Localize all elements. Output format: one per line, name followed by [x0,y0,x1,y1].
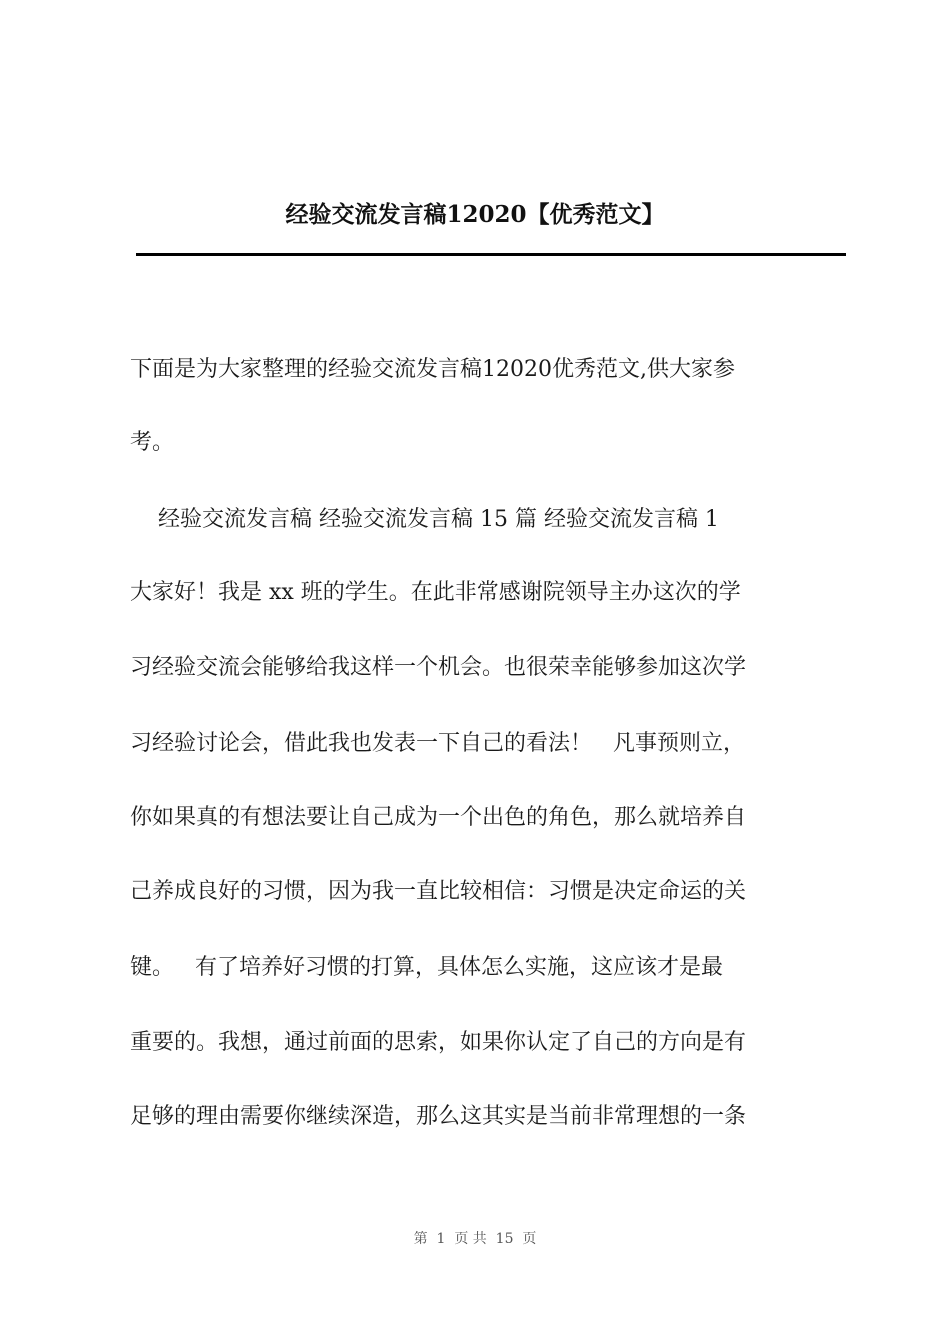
body-line: 大家好！我是 xx 班的学生。在此非常感谢院领导主办这次的学 [130,580,741,605]
body-line: 重要的。我想，通过前面的思索，如果你认定了自己的方向是有 [130,1030,747,1055]
body-line: 经验交流发言稿 经验交流发言稿 15 篇 经验交流发言稿 1 [130,507,719,532]
body-line: 下面是为大家整理的经验交流发言稿12020优秀范文,供大家参 [130,357,735,382]
body-line: 考。 [130,430,175,455]
body-line: 习经验交流会能够给我这样一个机会。也很荣幸能够参加这次学 [130,655,747,680]
body-line: 己养成良好的习惯，因为我一直比较相信：习惯是决定命运的关 [130,879,747,904]
body-line: 足够的理由需要你继续深造，那么这其实是当前非常理想的一条 [130,1104,747,1129]
body-line: 你如果真的有想法要让自己成为一个出色的角色，那么就培养自 [130,805,747,830]
title-underline [136,253,846,256]
document-title: 经验交流发言稿12020【优秀范文】 [285,201,665,228]
page-footer: 第 1 页 共 15 页 [413,1231,537,1247]
body-line: 习经验讨论会，借此我也发表一下自己的看法！ 凡事预则立， [130,731,745,756]
body-line: 键。 有了培养好习惯的打算，具体怎么实施，这应该才是最 [130,955,723,980]
